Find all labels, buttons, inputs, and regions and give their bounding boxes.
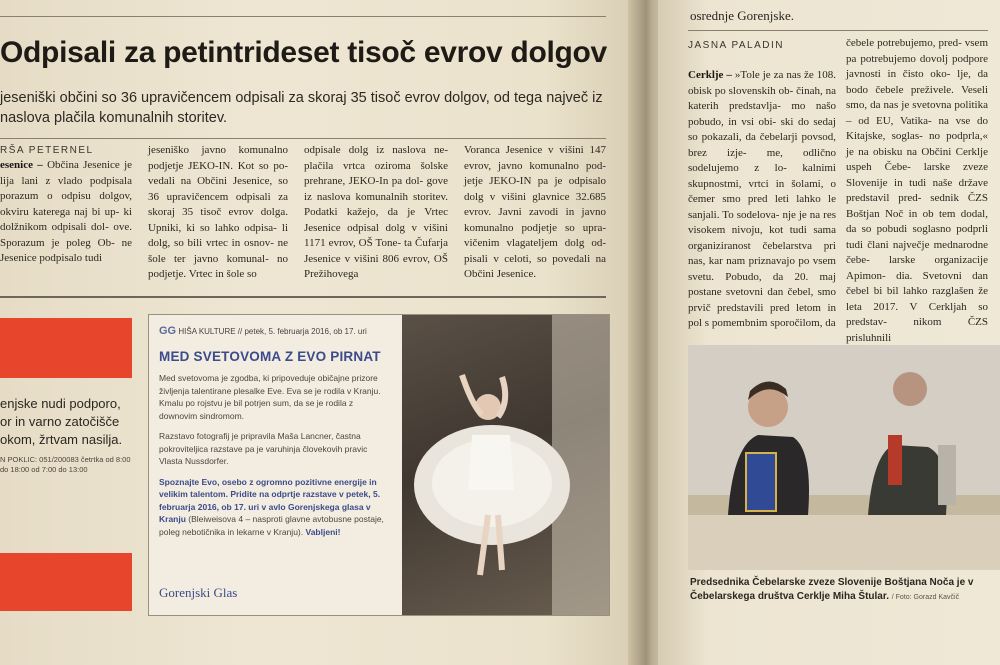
top-rule bbox=[0, 16, 606, 17]
ad-red-banner-bottom bbox=[0, 553, 132, 611]
press-conference-image bbox=[688, 345, 1000, 570]
advert-paragraph: Razstavo fotografij je pripravila Maša Lancner, častna pokroviteljica razstave pa je varuhinja človekovih pravic Vlasta Nussdorfer. bbox=[159, 431, 368, 466]
article-column-4 bbox=[464, 143, 606, 283]
dancer-photo bbox=[402, 315, 609, 615]
column-text: Voranca Jesenice v višini 147 evrov, javno komunalno pod- jetje JEKO-IN pa je odpisalo dolg v višini glavnice 32.685 evrov. Javni zavodi in javno komunalno podjetje so upra- vičenim vlagateljem dolg od- pisali v celoti, so povedali na Občini Jesenice. bbox=[464, 144, 606, 280]
advert-top-line bbox=[159, 325, 391, 337]
advert-paragraph: Med svetovoma je zgodba, ki pripoveduje običajne prizore življenja talentirane plesalke Eve. Eva se je rodila v Kranju. Kmalu po rojstvu je bil potrjen sum, da se je rodila z downovim sindromom. bbox=[159, 373, 381, 421]
side-advert-text: enjske nudi podporo, or in varno zatočišče okom, žrtvam nasilja. bbox=[0, 396, 123, 447]
byline: RŠA PETERNEL bbox=[0, 145, 94, 156]
column-text: odpisale dolg iz naslova ne- plačila vrtca oziroma šolske prehrane, JEKO-In pa dol- gove iz naslova komunalnih storitev. Podatki kažejo, da je Vrtec Jesenice odpisal dolg v višini 1171 evrov, OŠ Tone- ta Čufarja Jesenice v višini 806 evrov, OŠ Prežihovega bbox=[304, 144, 448, 280]
lead-rule bbox=[0, 138, 606, 139]
top-rule-right bbox=[688, 30, 988, 31]
advert-invitation bbox=[159, 476, 391, 539]
dancer-figure-image bbox=[402, 315, 609, 615]
advert-address: (Bleiweisova 4 – nasproti glavne avtobusne postaje, poleg nebotičnika in lekarne v Kranju). bbox=[159, 514, 384, 537]
column-lead-in: esenice – bbox=[0, 159, 43, 171]
continued-text: osrednje Gorenjske. bbox=[690, 8, 794, 23]
advert-event-info: HIŠA KULTURE // petek, 5. februarja 2016, ob 17. uri bbox=[178, 327, 367, 336]
photo-caption bbox=[690, 576, 1000, 605]
article-lead: jeseniški občini so 36 upravičencem odpisali za skoraj 35 tisoč evrov dolgov, od tega največ iz naslova plačila komunalnih storitev. bbox=[0, 90, 603, 126]
gorenjski-glas-logo: Gorenjski Glas bbox=[159, 585, 238, 600]
advert-invitation-text: Spoznajte Evo, osebo z ogromno pozitivne energije in velikim talentom. Pridite na odprtje razstave v petek, 5. februarja 2016, ob 17. uri v avlo Gorenjskega glasa v Kranju bbox=[159, 476, 381, 524]
article-column-1 bbox=[0, 158, 132, 267]
side-advert bbox=[0, 395, 135, 475]
advert-text-panel bbox=[149, 315, 401, 615]
article-column-2 bbox=[148, 143, 288, 283]
article-column-1 bbox=[688, 68, 836, 332]
section-rule bbox=[0, 296, 606, 298]
side-advert-contact: N POKLIC: 051/200083 četrtka od 8:00 do 18:00 od 7:00 do 13:00 bbox=[0, 455, 131, 474]
article-column-3 bbox=[304, 143, 448, 283]
column-text: čebele potrebujemo, pred- vsem pa potrebujemo dovolj podpore javnosti in čisto oko- lje, da bodo čebele preživele. Veseli smo, da nas je svetovna politika – od EU, Vatika- na vse do Kitajske, soglas- no podprla,« je na obisku na Občini Cerklje uspeh Čebe- larske zveze Slovenije in tudi naše države predstavil pred- sednik ČZS Boštjan Noč in ob tem dodal, da so pobudi soglasno podprli tudi člani največje mednarodne čebe- larske organizacije Apimon- dia. Svetovni dan čebel bi bil lahko razglašen že leta 2017. V Cerkljah so predstav- nikom ČZS prisluhnili bbox=[846, 37, 988, 344]
column-text: »Tole je za nas že 108. obisk po slovenskih ob- činah, na katerih predstavlja- mo našo pobudo, in vsi obi- ski do sedaj so pokazali, da čebelarji povsod, brez izje- me, odlično sodelujemo z lo- kalnimi skupnostmi, vrtci in šolami, o čemer smo pred leti lahko le sanjali. To sodelova- nje je na res visokem nivoju, kot tudi sama organiziranost čebelarstva pri nas, kar nam priznavajo po vsem svetu. Pobudo, da 20. maj postane svetovni dan čebel, smo prvič predstavili pred letom in pol s pomembnim sporočilom, da bbox=[688, 69, 836, 329]
column-text: jeseniško javno komunalno podjetje JEKO-IN. Kot so po- vedali na Občini Jesenice, so 36 upravičencem odpisali za skoraj 35 tisoč evrov dolga. Upniki, ki so lahko odpisa- li dolg, so bili vrtec in osnov- ne šole ter javno komunal- no podjetje. Vrtec in šole so bbox=[148, 144, 288, 280]
column-lead-in: Cerklje – bbox=[688, 69, 732, 81]
exhibition-advert bbox=[148, 314, 610, 616]
advert-closing: Vabljeni! bbox=[305, 526, 341, 537]
column-text: Občina Jesenice je lija lani z vlado podpisala porazum o odpisu dolgov, okviru katerega naj bi up- ki dolžnikom odpisali dol- ove. Sporazum je poleg Ob- ne Jesenice podpisalo tudi bbox=[0, 159, 133, 264]
article-column-2 bbox=[846, 36, 988, 346]
byline: JASNA PALADIN bbox=[688, 40, 785, 51]
caption-text: Predsednika Čebelarske zveze Slovenije Boštjana Noča je v Čebelarskega društva Cerklje Miha Štular. bbox=[690, 577, 974, 602]
gg-logo-icon: GG bbox=[159, 325, 177, 337]
advert-title: MED SVETOVOMA Z EVO PIRNAT bbox=[159, 349, 381, 364]
ad-red-banner bbox=[0, 318, 132, 378]
photo-credit: / Foto: Gorazd Kavčič bbox=[891, 594, 960, 601]
press-conference-photo bbox=[688, 345, 1000, 570]
article-headline: Odpisali za petintrideset tisoč evrov dolgov bbox=[0, 36, 607, 69]
